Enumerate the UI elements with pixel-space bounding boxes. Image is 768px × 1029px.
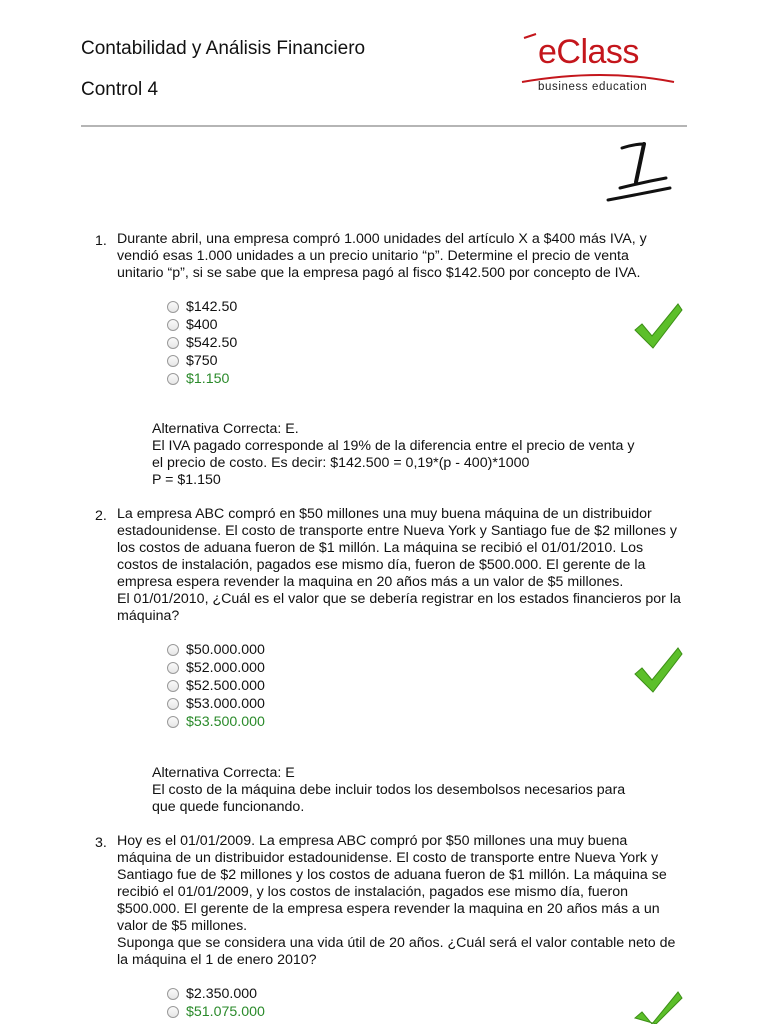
radio-button[interactable] <box>167 698 179 710</box>
checkmark-icon <box>632 644 686 699</box>
radio-button[interactable] <box>167 680 179 692</box>
option-e-correct[interactable]: $53.500.000 <box>167 713 265 731</box>
option-b[interactable]: $400 <box>167 316 237 334</box>
question-2 <box>81 506 691 625</box>
logo-wordmark: eClass <box>538 33 639 71</box>
question-number: 3. <box>95 835 107 851</box>
option-a[interactable]: $142.50 <box>167 298 237 316</box>
option-d[interactable]: $750 <box>167 352 237 370</box>
handwritten-score <box>600 132 680 217</box>
option-a[interactable]: $2.350.000 <box>167 985 265 1003</box>
options-q1 <box>167 298 237 388</box>
question-number: 1. <box>95 233 107 249</box>
explanation-q1: Alternativa Correcta: E. El IVA pagado corresponde al 19% de la diferencia entre el precio de venta y el precio de costo. Es decir: $142.500 = 0,19*(p - 400)*1000 P = $1.150 <box>152 421 635 488</box>
option-b-correct[interactable]: $51.075.000 <box>167 1003 265 1021</box>
radio-button[interactable] <box>167 662 179 674</box>
option-c[interactable]: $542.50 <box>167 334 237 352</box>
radio-button[interactable] <box>167 716 179 728</box>
radio-button[interactable] <box>167 988 179 1000</box>
question-number: 2. <box>95 508 107 524</box>
radio-button[interactable] <box>167 337 179 349</box>
question-1 <box>81 231 691 282</box>
radio-button[interactable] <box>167 373 179 385</box>
header-divider <box>81 125 687 127</box>
options-q3 <box>167 985 265 1021</box>
question-text: La empresa ABC compró en $50 millones una muy buena máquina de un distribuidor estadounidense. El costo de transporte entre Nueva York y Santiago fue de $2 millones y los costos de aduana fueron de $1 millón. La máquina se recibió el 01/01/2010. Los costos de instalación, pagados ese mismo día, fueron de $500.000. El gerente de la empresa espera revender la maquina en 20 años más a un valor de $5 millones. El 01/01/2010, ¿Cuál es el valor que se debería registrar en los estados financieros por la máquina? <box>117 506 681 624</box>
checkmark-icon <box>632 988 686 1029</box>
option-b[interactable]: $52.000.000 <box>167 659 265 677</box>
radio-button[interactable] <box>167 319 179 331</box>
option-c[interactable]: $52.500.000 <box>167 677 265 695</box>
radio-button[interactable] <box>167 355 179 367</box>
options-q2 <box>167 641 265 731</box>
document-subtitle: Control 4 <box>81 79 159 100</box>
option-a[interactable]: $50.000.000 <box>167 641 265 659</box>
explanation-q2: Alternativa Correcta: E El costo de la máquina debe incluir todos los desembolsos necesarios para que quede funcionando. <box>152 765 626 815</box>
option-d[interactable]: $53.000.000 <box>167 695 265 713</box>
logo-tagline: business education <box>538 81 648 93</box>
document-title: Contabilidad y Análisis Financiero <box>81 38 366 59</box>
radio-button[interactable] <box>167 1006 179 1018</box>
radio-button[interactable] <box>167 301 179 313</box>
question-3 <box>81 833 691 969</box>
question-text: Durante abril, una empresa compró 1.000 unidades del artículo X a $400 más IVA, y vendió esas 1.000 unidades a un precio unitario “p”. Determine el precio de venta unitario “p”, si se sabe que la empresa pagó al fisco $142.500 por concepto de IVA. <box>117 231 647 281</box>
checkmark-icon <box>632 300 686 355</box>
question-text: Hoy es el 01/01/2009. La empresa ABC compró por $50 millones una muy buena máquina de un distribuidor estadounidense. El costo de transporte entre Nueva York y Santiago fue de $2 millones y los costos de aduana fueron de $1 millón. La máquina se recibió el 01/01/2009, y los costos de instalación, pagados ese mismo día, fueron $500.000. El gerente de la empresa espera revender la maquina en 20 años más a un valor de $5 millones. Suponga que se considera una vida útil de 20 años. ¿Cuál será el valor contable neto de la máquina el 1 de enero 2010? <box>117 833 676 968</box>
radio-button[interactable] <box>167 644 179 656</box>
option-e-correct[interactable]: $1.150 <box>167 370 237 388</box>
